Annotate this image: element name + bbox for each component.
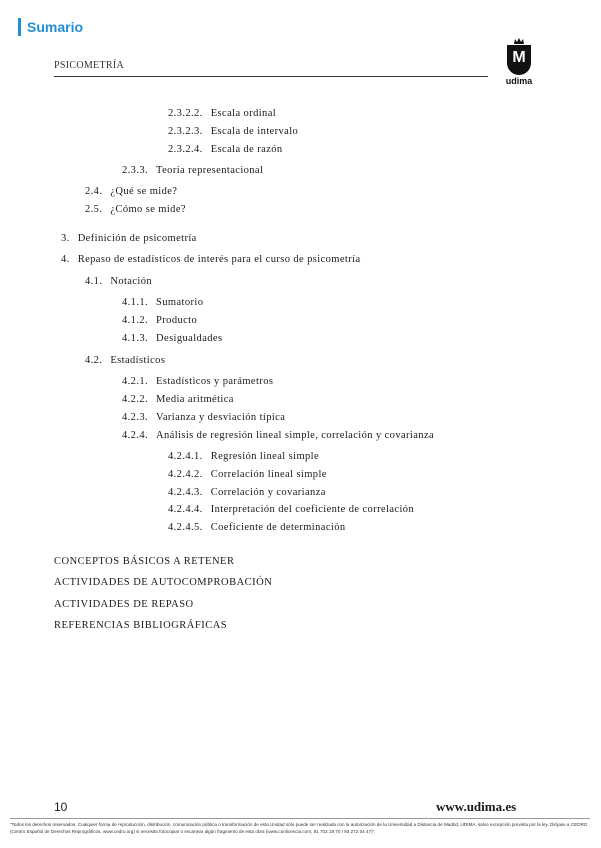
crown-icon xyxy=(514,38,524,44)
toc-number: 2.3.2.4. xyxy=(168,144,203,155)
section-repaso[interactable]: ACTIVIDADES DE REPASO xyxy=(54,599,194,610)
section-referencias[interactable]: REFERENCIAS BIBLIOGRÁFICAS xyxy=(54,620,228,631)
toc-number: 4.2. xyxy=(85,355,103,366)
toc-title: Sumatorio xyxy=(156,297,204,308)
toc-item[interactable] xyxy=(122,296,203,310)
toc-title: Desigualdades xyxy=(156,333,223,344)
toc-item[interactable] xyxy=(85,185,177,199)
toc-item[interactable] xyxy=(85,354,165,368)
toc-item[interactable] xyxy=(85,203,186,217)
toc-number: 4.1.2. xyxy=(122,315,149,326)
toc-title: Regresión lineal simple xyxy=(210,451,320,462)
toc-title: Interpretación del coeficiente de correlación xyxy=(210,504,415,515)
toc-number: 2.4. xyxy=(85,186,103,197)
toc-number: 4.2.4.3. xyxy=(168,487,203,498)
toc-number: 4.1.3. xyxy=(122,333,149,344)
toc-title: Escala de razón xyxy=(210,144,283,155)
toc-item[interactable] xyxy=(122,393,234,407)
toc-number: 4.1.1. xyxy=(122,297,149,308)
logo-wordmark: udima xyxy=(505,76,533,86)
toc-item[interactable] xyxy=(168,521,346,535)
toc-title: Media aritmética xyxy=(156,394,234,405)
udima-logo xyxy=(504,38,534,88)
toc-item[interactable] xyxy=(168,503,414,517)
toc-number: 2.3.2.3. xyxy=(168,126,203,137)
toc-item[interactable] xyxy=(122,375,273,389)
section-conceptos[interactable]: CONCEPTOS BÁSICOS A RETENER xyxy=(54,556,235,567)
toc-title: Notación xyxy=(110,276,153,287)
toc-title: Definición de psicometría xyxy=(77,233,197,244)
toc-number: 4.2.4. xyxy=(122,430,149,441)
legal-notice: "Todos los derechos reservados. Cualquier forma de reproducción, distribución, comunicación pública o transformación de esta Unidad sólo puede ser realizada con la autorización de la Universidad a Distancia de Madrid, UDIMA, salvo excepción prevista por la ley. Diríjase a CEDRO (Centro Español de Derechos Reprográficos, www.cedro.org) si necesita fotocopiar o escanear algún fragmento de esta obra (www.conlicencia.com; 91 702 19 70 / 93 272 04 47)". xyxy=(10,822,588,834)
toc-number: 4.2.3. xyxy=(122,412,149,423)
running-head: PSICOMETRÍA xyxy=(54,60,124,71)
toc-title: Escala ordinal xyxy=(210,108,277,119)
toc-number: 4. xyxy=(61,254,70,265)
toc-number: 2.5. xyxy=(85,204,103,215)
page-number: 10 xyxy=(54,800,68,814)
toc-item[interactable] xyxy=(122,332,222,346)
sumario-link[interactable]: Sumario xyxy=(27,19,84,35)
toc-number: 2.3.2.2. xyxy=(168,108,203,119)
toc-title: Correlación y covarianza xyxy=(210,487,326,498)
toc-title: Estadísticos y parámetros xyxy=(156,376,274,387)
toc-item[interactable] xyxy=(168,450,319,464)
toc-number: 4.2.4.2. xyxy=(168,469,203,480)
toc-number: 4.2.4.4. xyxy=(168,504,203,515)
toc-item[interactable] xyxy=(61,253,361,267)
header-rule xyxy=(54,76,488,77)
toc-item[interactable] xyxy=(85,275,152,289)
toc-title: ¿Qué se mide? xyxy=(110,186,178,197)
toc-number: 4.2.4.1. xyxy=(168,451,203,462)
toc-item[interactable] xyxy=(168,468,327,482)
logo-shield xyxy=(507,45,531,75)
toc-number: 4.2.4.5. xyxy=(168,522,203,533)
toc-number: 4.1. xyxy=(85,276,103,287)
toc-title: ¿Cómo se mide? xyxy=(110,204,186,215)
sumario-accent-bar xyxy=(18,18,21,36)
toc-title: Estadísticos xyxy=(110,355,166,366)
footer-rule xyxy=(10,818,590,819)
toc-title: Teoría representacional xyxy=(156,165,264,176)
toc-item[interactable] xyxy=(122,429,434,443)
toc-title: Producto xyxy=(156,315,198,326)
section-autocomprobacion[interactable]: ACTIVIDADES DE AUTOCOMPROBACIÓN xyxy=(54,577,273,588)
toc-item[interactable] xyxy=(122,411,285,425)
toc-item[interactable] xyxy=(61,232,197,246)
toc-item[interactable] xyxy=(168,107,276,121)
toc-title: Repaso de estadísticos de interés para el curso de psicometría xyxy=(77,254,361,265)
toc-number: 4.2.2. xyxy=(122,394,149,405)
toc-item[interactable] xyxy=(122,314,197,328)
toc-title: Correlación lineal simple xyxy=(210,469,327,480)
toc-title: Varianza y desviación típica xyxy=(156,412,286,423)
toc-title: Escala de intervalo xyxy=(210,126,299,137)
website-link[interactable]: www.udima.es xyxy=(436,799,517,814)
toc-title: Análisis de regresión lineal simple, correlación y covarianza xyxy=(156,430,435,441)
toc-title: Coeficiente de determinación xyxy=(210,522,346,533)
toc-item[interactable] xyxy=(168,125,298,139)
toc-item[interactable] xyxy=(122,164,263,178)
toc-item[interactable] xyxy=(168,143,283,157)
logo-letter: M xyxy=(512,49,526,66)
toc-number: 4.2.1. xyxy=(122,376,149,387)
toc-number: 2.3.3. xyxy=(122,165,149,176)
toc-item[interactable] xyxy=(168,486,326,500)
toc-number: 3. xyxy=(61,233,70,244)
